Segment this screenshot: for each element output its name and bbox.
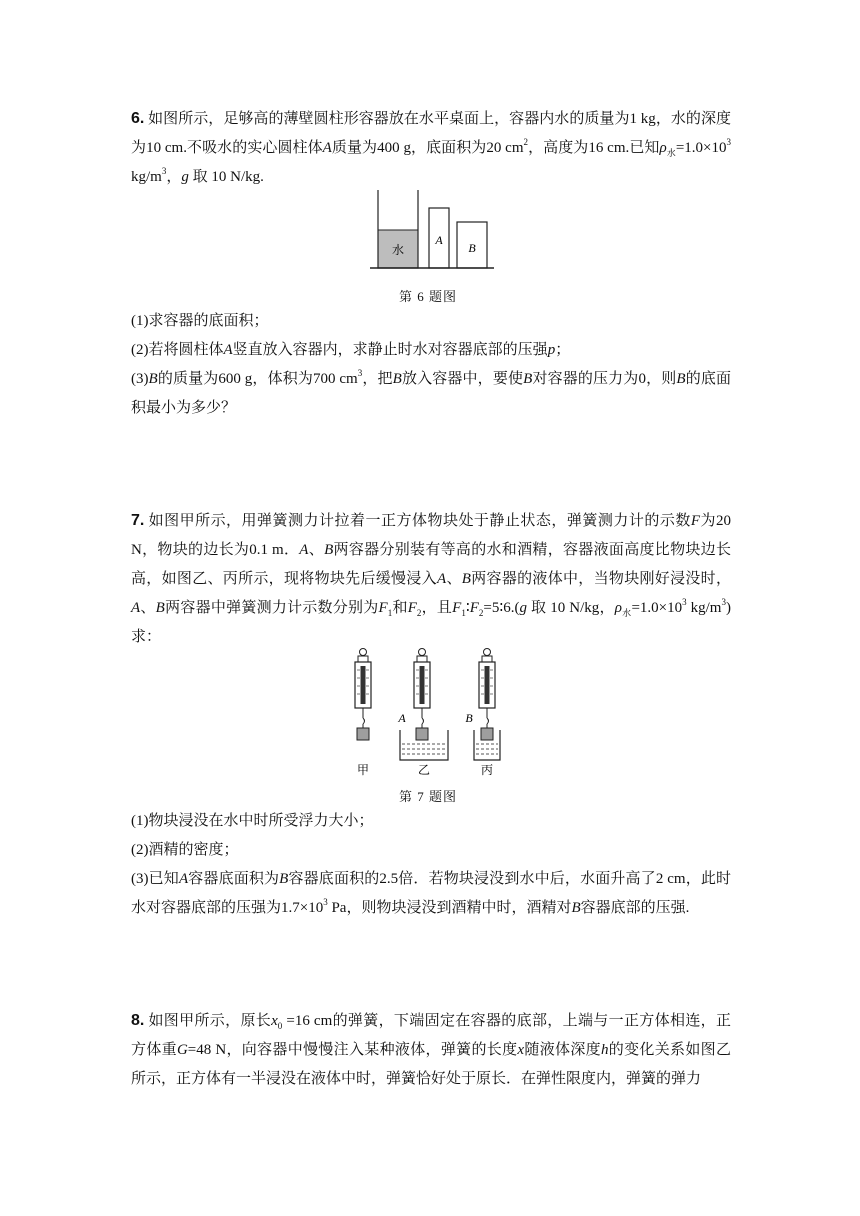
- q6-text: (2)若将圆柱体: [131, 342, 224, 358]
- q6-text: ；: [555, 342, 571, 358]
- var-B: B: [571, 900, 581, 916]
- spring-scale-jia: [355, 649, 371, 725]
- q7-text: )求：: [131, 600, 731, 645]
- q7-text: 两容器分别装有等高的水和酒精，容器液面高度比物块边长高，如图乙、丙所示，现将物块先后缓慢浸入: [131, 542, 731, 587]
- subscript: 2: [416, 608, 422, 618]
- var-F: F: [407, 600, 417, 616]
- q6-text: 竖直放入容器内，求静止时水对容器底部的压强: [232, 342, 548, 358]
- q6-text: ，高度为16 cm.已知: [528, 140, 660, 156]
- q6-text: 质量为400 g，底面积为20 cm: [331, 140, 524, 156]
- q7-text: 、: [308, 542, 325, 558]
- q8-text: =48 N，向容器中慢慢注入某种液体，弹簧的长度: [187, 1042, 518, 1058]
- q7-text: ，且: [421, 600, 453, 616]
- q6-text: ，: [166, 169, 182, 185]
- var-A: A: [223, 342, 233, 358]
- q8-text: 如图甲所示，原长: [148, 1013, 272, 1029]
- var-A: A: [131, 600, 141, 616]
- block-bing: [481, 728, 493, 740]
- q8-text: 随液体深度: [524, 1042, 601, 1058]
- var-B: B: [324, 542, 334, 558]
- var-A: A: [322, 140, 332, 156]
- q8-text: =16 cm的弹簧，下端固定在容器的底部，上端与一正方体相连，正方体重: [131, 1013, 731, 1058]
- q6-text: 如图所示，足够高的薄壁圆柱形容器放在水平桌面上，容器内水的质量为1 kg，水的深度为10 cm.不吸水的实心圆柱体: [131, 111, 731, 156]
- var-G: G: [176, 1042, 188, 1058]
- q7-text: 如图甲所示，用弹簧测力计拉着一正方体物块处于静止状态，弹簧测力计的示数: [148, 513, 691, 529]
- exponent: 3: [357, 368, 363, 378]
- label-jia: 甲: [356, 763, 370, 777]
- var-F: F: [690, 513, 700, 529]
- var-B: B: [155, 600, 165, 616]
- label-bing: 丙: [480, 763, 494, 777]
- var-B: B: [392, 371, 402, 387]
- label-yi: 乙: [417, 763, 431, 777]
- var-B: B: [148, 371, 158, 387]
- q7-caption: 第 7 题图: [399, 789, 458, 804]
- q7-sub3: [131, 865, 731, 923]
- subscript: 水: [621, 608, 632, 618]
- q7-figure: [340, 648, 520, 778]
- block-yi: [416, 728, 428, 740]
- q6-stem: [131, 104, 731, 192]
- rho-symbol: ρ: [659, 140, 667, 156]
- q6-sub3: [131, 365, 731, 423]
- subscript: 水: [666, 148, 676, 158]
- q7-text: 两容器的液体中，当物块刚好浸没时，: [470, 571, 731, 587]
- q7-text: 和: [392, 600, 408, 616]
- var-g: g: [181, 169, 189, 185]
- subscript: 2: [478, 608, 484, 618]
- exponent: 3: [161, 166, 167, 176]
- q7-text: 、: [140, 600, 156, 616]
- exponent: 3: [721, 597, 726, 607]
- q6-text: ，把: [362, 371, 393, 387]
- rho-symbol: ρ: [614, 600, 622, 616]
- exponent: 2: [523, 137, 529, 147]
- exponent: 3: [682, 597, 687, 607]
- q6-text: 的底面积最小为多少？: [131, 371, 731, 416]
- q7-sub2: (2)酒精的密度；: [131, 842, 239, 858]
- var-h: h: [600, 1042, 609, 1058]
- subscript: 1: [461, 608, 466, 618]
- q7-text: =5∶6.(: [483, 600, 520, 616]
- label-A: A: [435, 233, 443, 247]
- q7-text: Pa，则物块浸没到酒精中时，酒精对: [327, 900, 572, 916]
- q7-text: 容器底面积为: [188, 871, 280, 887]
- exponent: 3: [323, 897, 328, 907]
- var-B: B: [279, 871, 289, 887]
- q7-text: ∶: [465, 600, 470, 616]
- q7-text: 容器底部的压强.: [580, 900, 690, 916]
- q6-sub1: (1)求容器的底面积；: [131, 313, 269, 329]
- q6-text: 取 10 N/kg.: [188, 169, 264, 185]
- var-p: p: [547, 342, 556, 358]
- label-A: A: [398, 711, 406, 725]
- q7-text: 两容器中弹簧测力计示数分别为: [164, 600, 379, 616]
- q7-text: 、: [446, 571, 462, 587]
- q6-number: 6.: [131, 110, 145, 127]
- q6-caption: 第 6 题图: [399, 289, 458, 304]
- q7-stem: [131, 506, 731, 652]
- q6-figure: [370, 188, 500, 276]
- exponent: 3: [726, 137, 731, 147]
- water-label: 水: [391, 243, 405, 257]
- var-x: x: [271, 1013, 278, 1029]
- q7-text: (3)已知: [131, 871, 179, 887]
- subscript: 1: [387, 608, 393, 618]
- var-F: F: [452, 600, 462, 616]
- q6-text: =1.0×10: [675, 140, 727, 156]
- block-jia: [357, 728, 369, 740]
- var-A: A: [178, 871, 189, 887]
- q6-text: kg/m: [131, 169, 162, 185]
- spring-scale-bing: [479, 649, 495, 725]
- var-F: F: [469, 600, 479, 616]
- var-F: F: [378, 600, 388, 616]
- q8-text: 的变化关系如图乙所示，正方体有一半浸没在液体中时，弹簧恰好处于原长．在弹性限度内，弹簧的弹力: [131, 1042, 731, 1087]
- q7-text: 取 10 N/kg，: [527, 600, 615, 616]
- q6-sub2: [131, 336, 570, 365]
- q7-text: =1.0×10: [631, 600, 683, 616]
- spring-scale-yi: [414, 649, 430, 725]
- q7-sub1: (1)物块浸没在水中时所受浮力大小；: [131, 813, 374, 829]
- var-A: A: [436, 571, 447, 587]
- q6-text: 放入容器中，要使: [401, 371, 524, 387]
- var-B: B: [523, 371, 533, 387]
- q8-stem: [131, 1006, 731, 1094]
- var-B: B: [676, 371, 686, 387]
- var-B: B: [461, 571, 471, 587]
- var-A: A: [299, 542, 309, 558]
- q8-number: 8.: [131, 1012, 145, 1029]
- subscript: 0: [277, 1021, 283, 1031]
- q6-text: 对容器的压力为0，则: [532, 371, 677, 387]
- q6-text: 的质量为600 g，体积为700 cm: [157, 371, 358, 387]
- q7-number: 7.: [131, 512, 145, 529]
- label-B: B: [465, 711, 473, 725]
- label-B: B: [468, 241, 476, 255]
- var-x: x: [517, 1042, 525, 1058]
- q7-text: 为20 N，物块的边长为0.1 m．: [131, 513, 731, 558]
- q7-text: kg/m: [686, 600, 722, 616]
- q7-text: 容器底面积的2.5倍．若物块浸没到水中后，水面升高了2 cm，此时水对容器底部的压强为1.7×10: [131, 871, 731, 916]
- q6-text: (3): [131, 371, 149, 387]
- var-g: g: [519, 600, 527, 616]
